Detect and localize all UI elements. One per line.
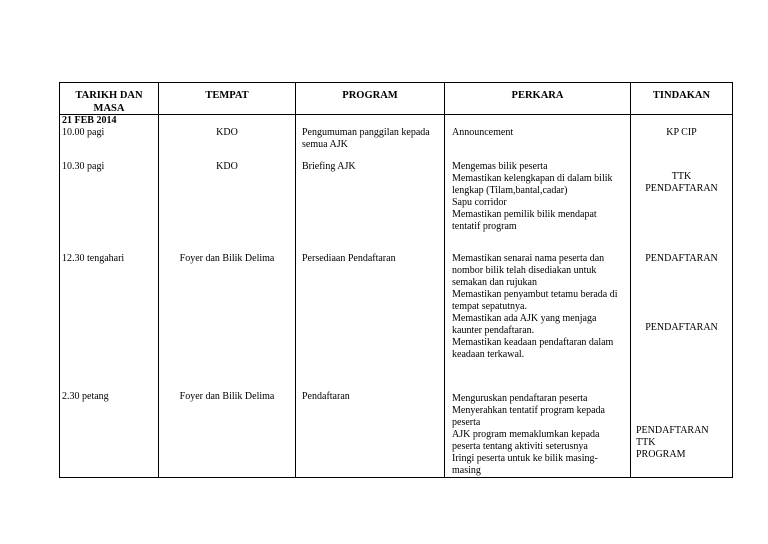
row3-program: Persediaan Pendaftaran [302, 253, 396, 264]
row2-masa: 10.30 pagi [62, 161, 105, 172]
table-top-border [59, 82, 733, 83]
row3-masa: 12.30 tengahari [62, 253, 125, 264]
date-label: 21 FEB 2014 [62, 115, 117, 126]
header-program: PROGRAM [342, 90, 398, 101]
table-bottom-border [59, 477, 733, 478]
header-tarikh: TARIKH DAN MASA [75, 90, 143, 114]
row4-program: Pendaftaran [302, 391, 350, 402]
row3-perkara: Memastikan senarai nama peserta dan nombor bilik telah disediakan untuk semakan dan rujukan Memastikan penyambut tetamu berada di tempat sepatutnya. Memastikan ada AJK yang menjaga kaunter pendaftaran. Memastikan keadaan pendaftaran dalam keadaan terkawal. [452, 253, 618, 360]
col-border-4 [630, 82, 631, 478]
row1-perkara: Announcement [452, 127, 514, 138]
row3-tindakan-a: PENDAFTARAN [645, 253, 718, 264]
row4-masa: 2.30 petang [62, 391, 109, 402]
row4-tempat: Foyer dan Bilik Delima [179, 391, 275, 402]
row1-program: Pengumuman panggilan kepada semua AJK [302, 127, 430, 150]
col-border-3 [444, 82, 445, 478]
row2-tindakan: TTK PENDAFTARAN [645, 171, 718, 194]
col-border-2 [295, 82, 296, 478]
row2-perkara: Mengemas bilik peserta Memastikan kelengkapan di dalam bilik lengkap (Tilam,bantal,cadar) Sapu corridor Memastikan pemilik bilik mendapat tentatif program [452, 161, 613, 232]
header-tindakan: TINDAKAN [652, 90, 711, 101]
row2-tempat: KDO [216, 161, 238, 172]
row4-tindakan: PENDAFTARAN TTK PROGRAM [636, 425, 709, 460]
row3-tempat: Foyer dan Bilik Delima [179, 253, 275, 264]
row2-program: Briefing AJK [302, 161, 356, 172]
row1-tempat: KDO [216, 127, 238, 138]
row4-perkara: Menguruskan pendaftaran peserta Menyerahkan tentatif program kepada peserta AJK program memaklumkan kepada peserta tentang aktiviti seterusnya Iringi peserta untuk ke bilik masing- masing [452, 393, 605, 476]
col-border-5 [732, 82, 733, 478]
header-bottom-border [59, 114, 733, 115]
col-border-0 [59, 82, 60, 478]
row1-masa: 10.00 pagi [62, 127, 105, 138]
header-perkara: PERKARA [511, 90, 564, 101]
header-tempat: TEMPAT [205, 90, 249, 101]
row3-tindakan-b: PENDAFTARAN [645, 322, 718, 333]
col-border-1 [158, 82, 159, 478]
row1-tindakan: KP CIP [666, 127, 697, 138]
